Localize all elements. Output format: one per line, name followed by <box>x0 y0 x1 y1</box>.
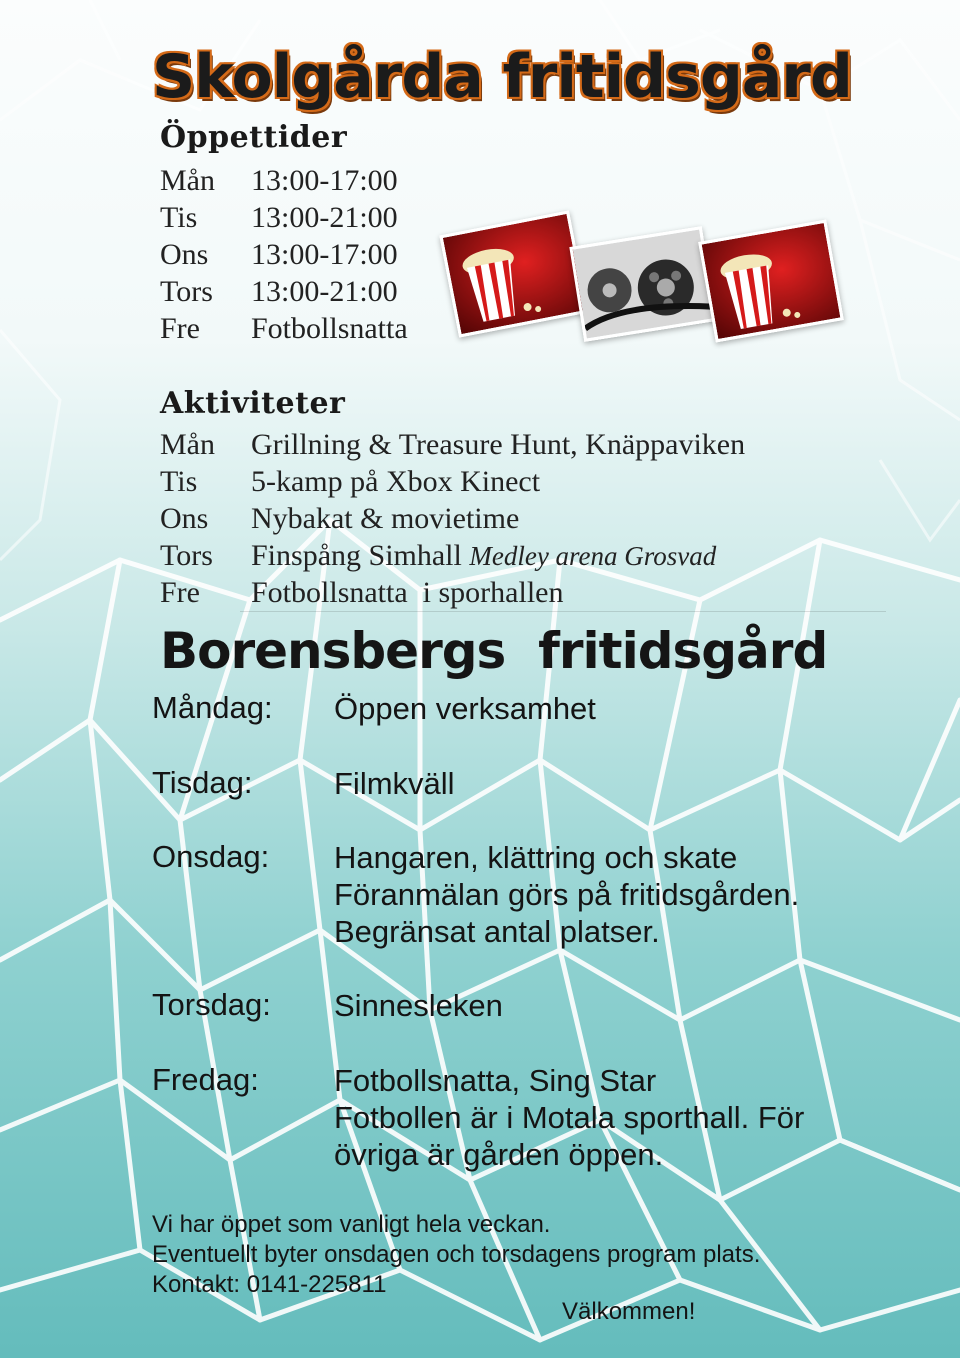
activities-list <box>160 426 745 611</box>
activity-day: Ons <box>160 502 209 535</box>
film-reel-photo <box>569 226 716 342</box>
activity-value: Fotbollsnatta i sporhallen <box>251 576 564 609</box>
footer-line: Eventuellt byter onsdagen och torsdagens program plats. <box>152 1241 761 1268</box>
activity-value: Nybakat & movietime <box>251 502 520 535</box>
activity-row <box>160 537 745 574</box>
welcome-text: Välkommen! <box>562 1298 696 1325</box>
schedule-line: Hangaren, klättring och skate <box>334 840 738 875</box>
hours-row <box>160 310 408 347</box>
schedule-line: Sinnesleken <box>334 988 503 1023</box>
schedule-row <box>152 690 596 727</box>
schedule-day: Torsdag: <box>152 987 271 1022</box>
activity-note: Medley arena Grosvad <box>469 541 717 571</box>
schedule-day: Onsdag: <box>152 839 270 874</box>
schedule-day: Tisdag: <box>152 765 253 800</box>
activity-value: Grillning & Treasure Hunt, Knäppaviken <box>251 428 746 461</box>
popcorn-icon <box>443 214 585 334</box>
activity-day: Tis <box>160 465 198 498</box>
activity-day: Fre <box>160 576 200 609</box>
hours-heading: Öppettider <box>160 120 348 155</box>
schedule-day: Fredag: <box>152 1062 259 1097</box>
hours-day: Mån <box>160 164 215 197</box>
schedule-row <box>152 839 799 950</box>
hours-row <box>160 162 408 199</box>
footer-line: Vi har öppet som vanligt hela veckan. <box>152 1211 551 1238</box>
activity-value <box>251 537 716 574</box>
schedule-line: Fotbollen är i Motala sporthall. För <box>334 1100 805 1135</box>
activity-row <box>160 426 745 463</box>
popcorn-photo-left <box>439 210 588 337</box>
hours-row <box>160 273 408 310</box>
popcorn-icon <box>702 223 841 339</box>
film-reel-icon <box>573 230 714 339</box>
hours-day: Tors <box>160 275 213 308</box>
hours-value: 13:00-17:00 <box>251 238 398 271</box>
schedule-row <box>152 765 455 802</box>
borensberg-title: Borensbergs fritidsgård <box>160 622 828 680</box>
hours-value: 13:00-21:00 <box>251 201 398 234</box>
schedule-line: Filmkväll <box>334 766 455 801</box>
contact-line: Kontakt: 0141-225811 <box>152 1271 387 1298</box>
schedule-row <box>152 1062 804 1173</box>
activity-value: 5-kamp på Xbox Kinect <box>251 465 541 498</box>
hours-value: 13:00-21:00 <box>251 275 398 308</box>
schedule-line: Fotbollsnatta, Sing Star <box>334 1063 657 1098</box>
hours-day: Ons <box>160 238 209 271</box>
popcorn-photo-right <box>698 219 844 342</box>
activity-row <box>160 463 745 500</box>
schedule-line: Föranmälan görs på fritidsgården. <box>334 877 800 912</box>
activity-row <box>160 574 745 611</box>
hours-value: 13:00-17:00 <box>251 164 398 197</box>
section-divider <box>240 611 886 612</box>
skolgarda-title: Skolgårda fritidsgård <box>152 42 852 112</box>
activity-text: Finspång Simhall <box>251 539 462 572</box>
activities-heading: Aktiviteter <box>160 386 346 421</box>
schedule-row <box>152 987 503 1024</box>
hours-row <box>160 236 408 273</box>
schedule-line: Öppen verksamhet <box>334 691 596 726</box>
hours-list <box>160 162 408 347</box>
activity-row <box>160 500 745 537</box>
schedule-line: Begränsat antal platser. <box>334 914 660 949</box>
hours-row <box>160 199 408 236</box>
hours-day: Tis <box>160 201 198 234</box>
footer-notes <box>152 1210 760 1300</box>
hours-value: Fotbollsnatta <box>251 312 408 345</box>
activity-day: Mån <box>160 428 215 461</box>
schedule-line: övriga är gården öppen. <box>334 1137 664 1172</box>
activity-day: Tors <box>160 539 213 572</box>
schedule-day: Måndag: <box>152 690 273 725</box>
hours-day: Fre <box>160 312 200 345</box>
